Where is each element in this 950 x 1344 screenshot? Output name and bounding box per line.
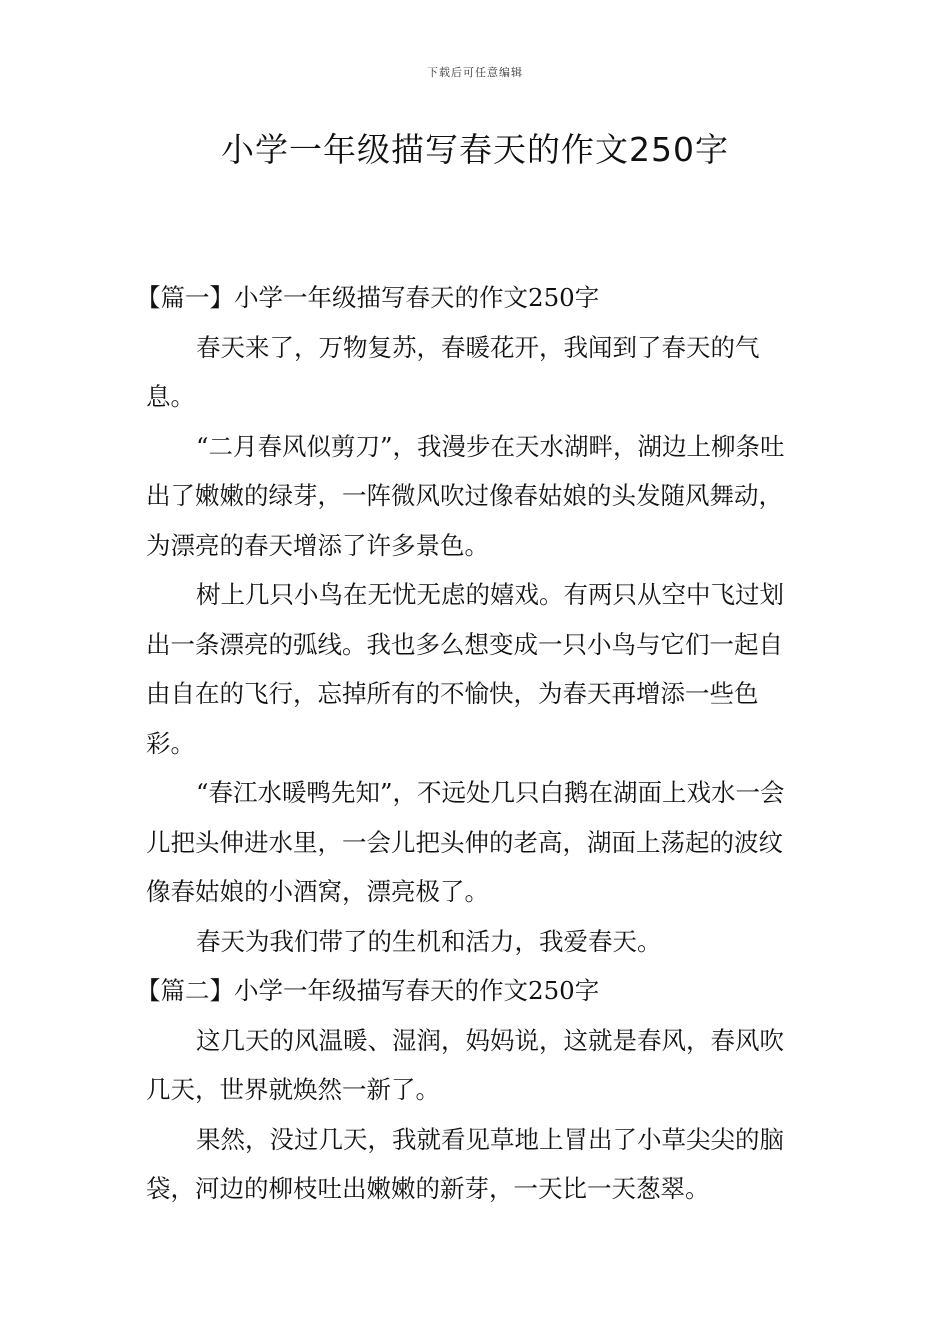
paragraph: “二月春风似剪刀”，我漫步在天水湖畔，湖边上柳条吐出了嫩嫩的绿芽，一阵微风吹过像春姑娘的头发随风舞动，为漂亮的春天增添了许多景色。	[146, 431, 785, 560]
document-body	[136, 273, 806, 1214]
paragraph: 树上几只小鸟在无忧无虑的嬉戏。有两只从空中飞过划出一条漂亮的弧线。我也多么想变成一只小鸟与它们一起自由自在的飞行，忘掉所有的不愉快，为春天再增添一些色彩。	[146, 580, 784, 758]
paragraph: 春天来了，万物复苏，春暖花开，我闻到了春天的气息。	[146, 332, 760, 411]
paragraph: 果然，没过几天，我就看见草地上冒出了小草尖尖的脑袋，河边的柳枝吐出嫩嫩的新芽，一天比一天葱翠。	[146, 1124, 784, 1203]
document-title: 小学一年级描写春天的作文250字	[221, 130, 729, 169]
section-heading-1: 【篇一】小学一年级描写春天的作文250字	[136, 283, 600, 312]
paragraph: “春江水暖鸭先知”，不远处几只白鹅在湖面上戏水一会儿把头伸进水里，一会儿把头伸的老高，湖面上荡起的波纹像春姑娘的小酒窝，漂亮极了。	[146, 778, 785, 906]
header-note: 下载后可任意编辑	[427, 66, 523, 79]
paragraph: 春天为我们带了的生机和活力，我爱春天。	[196, 926, 662, 956]
section-heading-2: 【篇二】小学一年级描写春天的作文250字	[136, 976, 600, 1005]
paragraph: 这几天的风温暖、湿润，妈妈说，这就是春风，春风吹几天，世界就焕然一新了。	[146, 1025, 784, 1104]
